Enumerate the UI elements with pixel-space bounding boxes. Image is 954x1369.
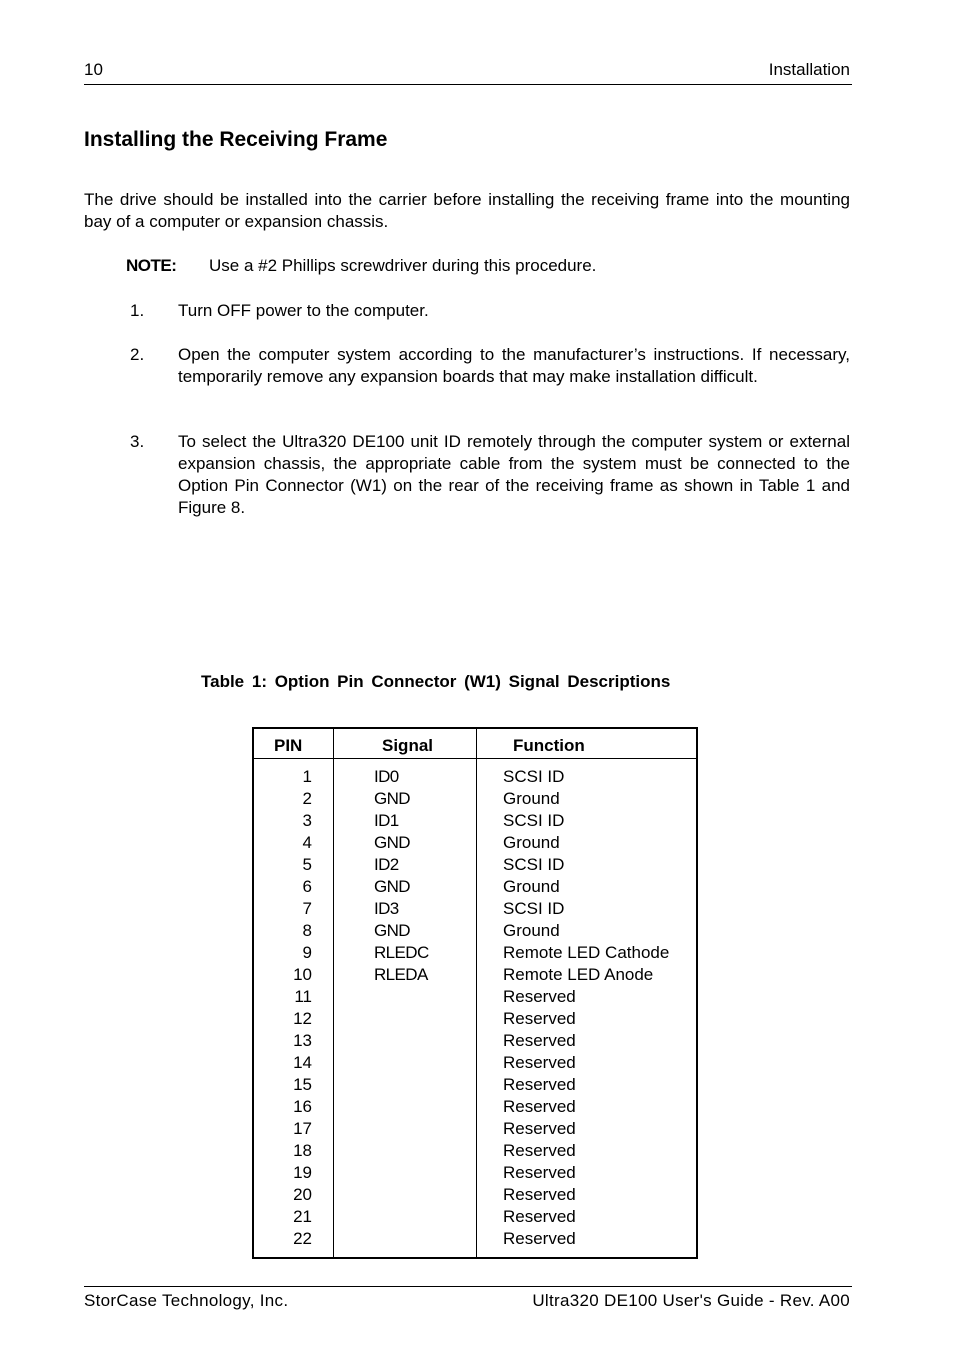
pin-cell: 12 <box>293 1009 312 1028</box>
pin-cell: 19 <box>293 1163 312 1182</box>
signal-column <box>374 766 464 1250</box>
function-cell: Reserved <box>503 987 576 1006</box>
header-pin: PIN <box>274 736 303 755</box>
signal-cell <box>374 1074 464 1096</box>
note <box>126 256 597 276</box>
signal-cell <box>374 1096 464 1118</box>
signal-cell <box>374 1162 464 1184</box>
signal-cell: GND <box>374 789 410 808</box>
function-cell: Reserved <box>503 1053 576 1072</box>
function-cell: Reserved <box>503 1163 576 1182</box>
signal-table <box>252 727 698 1259</box>
function-cell: Reserved <box>503 1141 576 1160</box>
page-title: Installing the Receiving Frame <box>84 128 388 151</box>
footer-guide-title: Ultra320 DE100 User's Guide - Rev. A00 <box>532 1291 850 1310</box>
step-text: Open the computer system according to the manufacturer’s instructions. If necessary, temporarily remove any expansion boards that may make installation difficult. <box>178 345 850 386</box>
function-cell: SCSI ID <box>503 855 565 874</box>
step-text: Turn OFF power to the computer. <box>178 301 429 320</box>
page-header <box>84 60 852 85</box>
signal-cell: ID0 <box>374 767 399 786</box>
signal-cell: ID1 <box>374 811 399 830</box>
step-number: 1. <box>130 301 145 320</box>
function-column <box>503 766 693 1250</box>
pin-cell: 16 <box>293 1097 312 1116</box>
header-function: Function <box>513 736 585 755</box>
footer-company: StorCase Technology, Inc. <box>84 1291 289 1310</box>
header-signal: Signal <box>382 736 434 755</box>
intro-paragraph: The drive should be installed into the carrier before installing the receiving frame into the mounting bay of a computer or expansion chassis. <box>84 190 850 231</box>
signal-cell: GND <box>374 877 410 896</box>
pin-cell: 21 <box>293 1207 312 1226</box>
step-number: 3. <box>130 432 145 451</box>
note-label: NOTE: <box>126 256 177 275</box>
function-cell: Reserved <box>503 1097 576 1116</box>
function-cell: Reserved <box>503 1031 576 1050</box>
signal-cell <box>374 1008 464 1030</box>
header-divider <box>254 758 696 759</box>
pin-cell: 4 <box>302 833 312 852</box>
function-cell: Ground <box>503 877 560 896</box>
signal-cell <box>374 1030 464 1052</box>
function-cell: SCSI ID <box>503 767 565 786</box>
pin-cell: 6 <box>302 877 312 896</box>
signal-cell <box>374 1052 464 1074</box>
page-footer <box>84 1286 852 1310</box>
pin-cell: 18 <box>293 1141 312 1160</box>
function-cell: Ground <box>503 921 560 940</box>
column-divider <box>333 729 334 1257</box>
pin-cell: 9 <box>302 943 312 962</box>
pin-cell: 11 <box>294 987 312 1006</box>
pin-cell: 13 <box>293 1031 312 1050</box>
signal-cell <box>374 1118 464 1140</box>
function-cell: Remote LED Anode <box>503 965 654 984</box>
function-cell: SCSI ID <box>503 811 565 830</box>
pin-cell: 17 <box>293 1119 312 1138</box>
page-number: 10 <box>84 60 103 79</box>
signal-cell <box>374 1184 464 1206</box>
function-cell: SCSI ID <box>503 899 565 918</box>
signal-cell: RLEDA <box>374 965 428 984</box>
signal-cell: ID2 <box>374 855 399 874</box>
step-text: To select the Ultra320 DE100 unit ID remotely through the computer system or external expansion chassis, the appropriate cable from the system must be connected to the Option Pin Connector (W1) on the rear of the receiving frame as shown in Table 1 and Figure 8. <box>178 432 850 517</box>
signal-cell: GND <box>374 921 410 940</box>
section-title: Installation <box>768 60 850 79</box>
pin-cell: 1 <box>302 767 312 786</box>
function-cell: Reserved <box>503 1185 576 1204</box>
pin-cell: 2 <box>302 789 312 808</box>
function-cell: Remote LED Cathode <box>503 943 670 962</box>
pin-cell: 3 <box>302 811 312 830</box>
table-caption: Table 1: Option Pin Connector (W1) Signal Descriptions <box>201 672 671 691</box>
function-cell: Reserved <box>503 1229 576 1248</box>
signal-cell <box>374 1140 464 1162</box>
function-cell: Ground <box>503 833 560 852</box>
column-divider <box>476 729 477 1257</box>
function-cell: Reserved <box>503 1207 576 1226</box>
pin-cell: 7 <box>302 899 312 918</box>
signal-cell <box>374 1206 464 1228</box>
function-cell: Reserved <box>503 1119 576 1138</box>
step-number: 2. <box>130 345 145 364</box>
pin-cell: 5 <box>302 855 312 874</box>
pin-cell: 10 <box>293 965 312 984</box>
signal-cell: GND <box>374 833 410 852</box>
pin-cell: 22 <box>293 1229 312 1248</box>
signal-cell <box>374 1228 464 1250</box>
pin-cell: 15 <box>293 1075 312 1094</box>
pin-cell: 20 <box>293 1185 312 1204</box>
signal-cell: RLEDC <box>374 943 429 962</box>
function-cell: Reserved <box>503 1075 576 1094</box>
pin-column <box>274 766 312 1250</box>
signal-cell <box>374 986 464 1008</box>
function-cell: Reserved <box>503 1009 576 1028</box>
signal-cell: ID3 <box>374 899 399 918</box>
function-cell: Ground <box>503 789 560 808</box>
pin-cell: 8 <box>302 921 312 940</box>
pin-cell: 14 <box>293 1053 312 1072</box>
note-text: Use a #2 Phillips screwdriver during this procedure. <box>209 256 597 275</box>
